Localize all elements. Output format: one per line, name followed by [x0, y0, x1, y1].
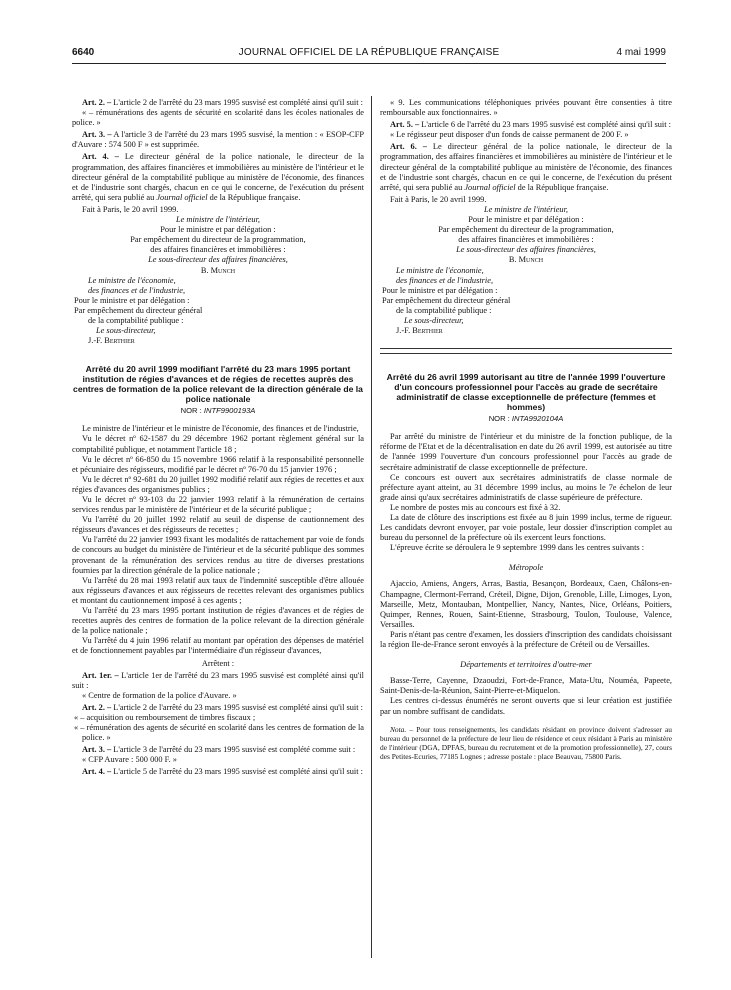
- art-2-quote-2: « – rémunération des agents de sécurité en scolarité dans les centres de formation de la police. »: [74, 723, 364, 743]
- article-3: Art. 3. – A l'article 3 de l'arrêté du 23 mars 1995 susvisé, la mention : « ESOP-CFP d'Auvare : 574 500 F » est supprimée.: [72, 130, 364, 150]
- page-number: 6640: [72, 47, 95, 58]
- vu-9: Vu l'arrêté du 4 juin 1996 relatif au montant par opération des dépenses de matériel et de fonctionnement payables par l'intermédiaire d'un régisseur d'avances,: [72, 636, 364, 656]
- article-4: Art. 4. – Le directeur général de la police nationale, le directeur de la programmation, des affaires financières et immobilières au ministère de l'intérieur et le directeur général de la comptabilité publique au ministère de l'économie, des finances et de l'industrie sont chargés, chacun en ce qui le concerne, de l'exécution du présent arrêté, qui sera publié au Journal officiel de la République française.: [72, 152, 365, 202]
- article-2: Art. 2. – L'article 2 de l'arrêté du 23 mars 1995 susvisé est complété ainsi qu'il suit :: [82, 98, 363, 107]
- arrete-title-right: Arrêté du 26 avril 1999 autorisant au titre de l'année 1999 l'ouverture d'un concours professionnel pour l'accès au grade de secrétaire administratif de classe exceptionnelle de préfecture (femmes et hommes): [386, 372, 666, 413]
- arrete-title: Arrêté du 20 avril 1999 modifiant l'arrêté du 23 mars 1995 portant institution de régies d'avances et de régies de recettes auprès des centres de formation de la police relevant de la direction générale de la police nationale: [73, 364, 363, 405]
- journal-title: JOURNAL OFFICIEL DE LA RÉPUBLIQUE FRANÇAISE: [238, 47, 500, 58]
- section-separator: [380, 348, 672, 354]
- nota: Nota. – Pour tous renseignements, les candidats résidant en province doivent s'adresser au bureau du personnel de la préfecture de leur lieu de résidence et ceux résidant à Paris au ministère de l'intérieur (DGA, DPFAS, bureau du recrutement et de la promotion professionnelle), 27, cours des Petites-Ecuries, 77185 Lognes ; adresse postale : place Beauvau, 75800 Paris.: [380, 724, 672, 761]
- para-4: La date de clôture des inscriptions est fixée au 8 juin 1999 inclus, terme de rigueur. Les candidats devront envoyer, par voie postale, leur dossier d'inscription complet au bureau du personnel de la préfecture où ils exercent leurs fonctions.: [380, 513, 672, 543]
- para-1: Par arrêté du ministre de l'intérieur et du ministre de la fonction publique, de la réforme de l'Etat et de la décentralisation en date du 26 avril 1999, est autorisée au titre de l'année 1999 l'ouverture d'un concours professionnel pour l'accès au grade de secrétaire administratif de classe exceptionnelle de préfecture.: [380, 432, 672, 472]
- signature-place-date: Fait à Paris, le 20 avril 1999.: [82, 204, 179, 214]
- para-3: Le nombre de postes mis au concours est fixé à 32.: [390, 502, 561, 512]
- metropole-cities: Ajaccio, Amiens, Angers, Arras, Bastia, Besançon, Bordeaux, Caen, Châlons-en-Champagne, Clermont-Ferrand, Créteil, Digne, Dijon, Grenoble, Lille, Limoges, Lyon, Marseille, Metz, Montauban, Montpellier, Nancy, Nantes, Nice, Orléans, Poitiers, Quimper, Rennes, Rouen, Saint-Etienne, Strasbourg, Toulon, Toulouse, Valence, Versailles.: [380, 579, 672, 629]
- section-dom-tom: Départements et territoires d'outre-mer: [460, 660, 592, 670]
- page-header: [72, 47, 666, 61]
- art-3-quote: « CFP Auvare : 500 000 F. »: [82, 755, 177, 765]
- art-2-new: Art. 2. – L'article 2 de l'arrêté du 23 mars 1995 susvisé est complété ainsi qu'il suit :: [82, 702, 363, 712]
- signature-interior-right: Le ministre de l'intérieur, Pour le ministre et par délégation : Par empêchement du directeur de la programmation, des affaires financières et immobilières : Le sous-directeur des affaires financières, B. Munch: [438, 204, 614, 265]
- vu-4: Vu le décret nº 93-103 du 22 janvier 1993 relatif à la rémunération de certains services rendus par le ministère de l'intérieur et de la sécurité publique ;: [72, 495, 364, 515]
- preamble: Le ministre de l'intérieur et le ministre de l'économie, des finances et de l'industrie,: [82, 424, 359, 434]
- article-5: Art. 5. – L'article 6 de l'arrêté du 23 mars 1995 susvisé est complété ainsi qu'il suit :: [390, 120, 671, 130]
- article-5-quote: « Le régisseur peut disposer d'un fonds de caisse permanent de 200 F. »: [390, 130, 629, 140]
- section-metropole: Métropole: [508, 563, 544, 573]
- column-divider: [371, 96, 372, 958]
- issue-date: 4 mai 1999: [616, 47, 666, 58]
- nor-reference: NOR : INTF9900193A: [180, 406, 256, 416]
- para-2: Ce concours est ouvert aux secrétaires administratifs de classe normale de préfecture ayant atteint, au 31 décembre 1999 inclus, au moins le 7e échelon de leur grade ainsi qu'aux secrétaires administratifs de classe supérieure de préfecture.: [380, 472, 672, 502]
- vu-2: Vu le décret nº 66-850 du 15 novembre 1966 relatif à la responsabilité personnelle et pécuniaire des régisseurs, modifié par le décret nº 76-70 du 15 janvier 1976 ;: [72, 454, 364, 474]
- signature-place-date-right: Fait à Paris, le 20 avril 1999.: [390, 194, 487, 204]
- nor-reference-right: NOR : INTA9920104A: [488, 414, 564, 424]
- art-1: Art. 1er. – L'article 1er de l'arrêté du 23 mars 1995 susvisé est complété ainsi qu'il suit :: [72, 670, 364, 690]
- vu-3: Vu le décret nº 92-681 du 20 juillet 1992 modifié relatif aux régies de recettes et aux régies d'avances des organismes publics ;: [72, 474, 364, 494]
- arretent: Arrêtent :: [201, 658, 235, 668]
- art-4-new: Art. 4. – L'article 5 de l'arrêté du 23 mars 1995 susvisé est complété ainsi qu'il suit :: [82, 767, 363, 777]
- paris-note: Paris n'étant pas centre d'examen, les dossiers d'inscription des candidats choisissant la région Ile-de-France seront envoyés à la préfecture de Créteil ou de Versailles.: [380, 629, 672, 650]
- left-column: [72, 98, 364, 778]
- art-3-new: Art. 3. – L'article 3 de l'arrêté du 23 mars 1995 susvisé est complété comme suit :: [82, 745, 356, 755]
- quote-9: « 9. Les communications téléphoniques privées pouvant être consenties à titre remboursable aux fonctionnaires. »: [380, 98, 672, 118]
- vu-7: Vu l'arrêté du 28 mai 1993 relatif aux taux de l'indemnité susceptible d'être allouée aux régisseurs d'avances et aux régisseurs de recettes relevant des organismes publics et montant du cautionnement imposé à ces agents ;: [72, 575, 364, 605]
- vu-8: Vu l'arrêté du 23 mars 1995 portant institution de régies d'avances et de régies de recettes auprès des centres de formation de la police relevant de la direction générale de la police nationale ;: [72, 606, 364, 636]
- signature-economy: Le ministre de l'économie, des finances et de l'industrie, Pour le ministre et par délégation : Par empêchement du directeur général de la comptabilité publique : Le sous-directeur, J.-F. Berthier: [74, 275, 203, 346]
- signature-economy-right: Le ministre de l'économie, des finances et de l'industrie, Pour le ministre et par délégation : Par empêchement du directeur général de la comptabilité publique : Le sous-directeur, J.-F. Berthier: [382, 265, 511, 336]
- header-rule: [72, 63, 666, 64]
- vu-6: Vu l'arrêté du 22 janvier 1993 fixant les modalités de rattachement par voie de fonds de concours au budget du ministère de l'intérieur et de la sécurité publique des sommes provenant de la rémunération des services rendus au titre de diverses prestations fournies par la direction générale de la police nationale ;: [72, 535, 364, 575]
- art-2-quote-1: « – acquisition ou remboursement de timbres fiscaux ;: [74, 712, 256, 722]
- dom-cities: Basse-Terre, Cayenne, Dzaoudzi, Fort-de-France, Mata-Utu, Nouméa, Papeete, Saint-Denis-de-la-Réunion, Saint-Pierre-et-Miquelon.: [380, 676, 672, 696]
- vu-1: Vu le décret nº 62-1587 du 29 décembre 1962 portant règlement général sur la comptabilité publique, et notamment l'article 18 ;: [72, 434, 364, 454]
- art-1-quote: « Centre de formation de la police d'Auvare. »: [82, 690, 237, 700]
- article-6: Art. 6. – Le directeur général de la police nationale, le directeur de la programmation, des affaires financières et immobilières au ministère de l'intérieur et le directeur général de la comptabilité publique au ministère de l'économie, des finances et de l'industrie sont chargés, chacun en ce qui le concerne, de l'exécution du présent arrêté, qui sera publié au Journal officiel de la République française.: [380, 142, 673, 192]
- centres-note: Les centres ci-dessus énumérés ne seront ouverts que si leur création est justifiée par un nombre suffisant de candidats.: [380, 696, 672, 716]
- signature-interior: Le ministre de l'intérieur, Pour le ministre et par délégation : Par empêchement du directeur de la programmation, des affaires financières et immobilières : Le sous-directeur des affaires financières, B. Munch: [130, 215, 306, 275]
- para-5: L'épreuve écrite se déroulera le 9 septembre 1999 dans les centres suivants :: [390, 543, 645, 553]
- right-column: [380, 98, 672, 761]
- article-2-quote: « – rémunérations des agents de sécurité en scolarité dans les écoles nationales de police. »: [72, 108, 364, 128]
- vu-5: Vu l'arrêté du 20 juillet 1992 relatif au seuil de dispense de cautionnement des régisseurs d'avances et des régisseurs de recettes ;: [72, 515, 364, 535]
